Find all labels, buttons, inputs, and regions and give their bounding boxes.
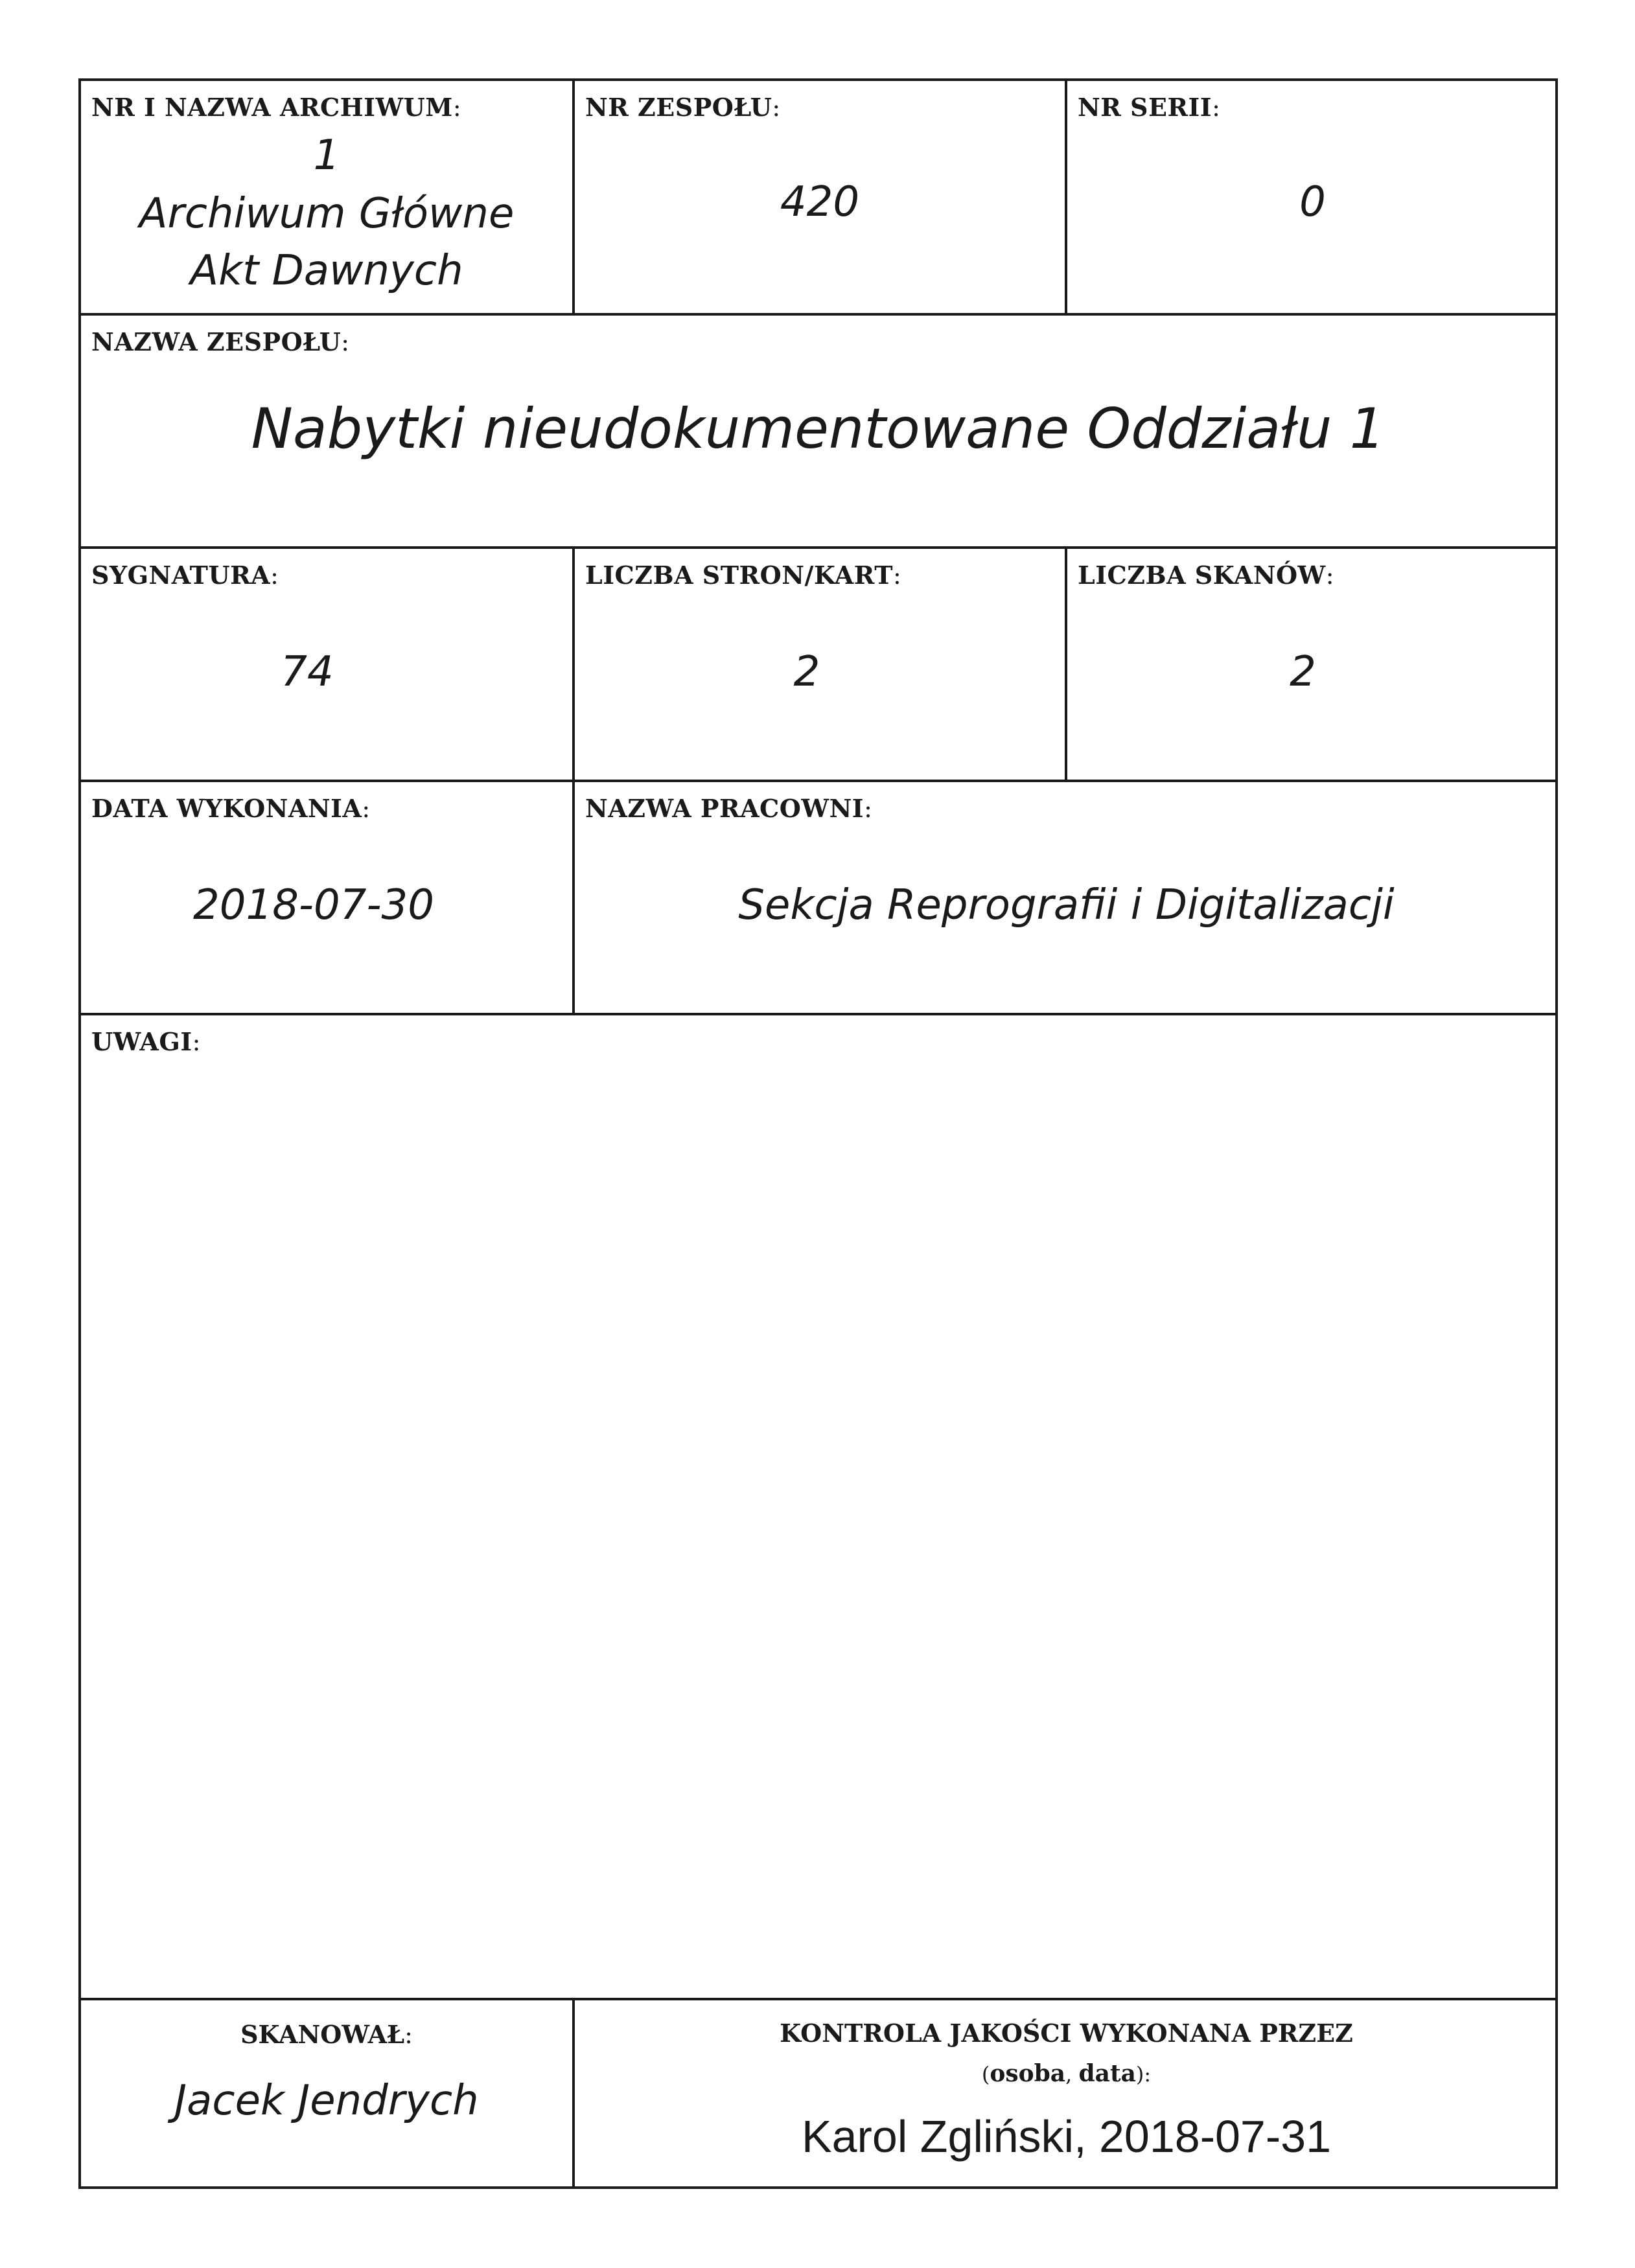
fonds-name-label: NAZWA ZESPOŁU:	[91, 327, 350, 356]
scanned-by-cell	[81, 2000, 572, 2186]
fonds-name-cell	[81, 316, 1555, 546]
workshop-cell	[575, 782, 1558, 1013]
fonds-name-value: Nabytki nieudokumentowane Oddziału 1	[251, 397, 1386, 461]
archive-number: 1	[313, 132, 340, 179]
fonds-number-value: 420	[780, 178, 860, 226]
series-number-label: NR SERII:	[1078, 93, 1221, 122]
series-number-value: 0	[1299, 178, 1326, 226]
page-count-cell	[575, 549, 1065, 780]
remarks-label: UWAGI:	[91, 1027, 201, 1056]
scan-count-label: LICZBA SKANÓW:	[1078, 561, 1335, 590]
page-count-value: 2	[793, 648, 820, 696]
quality-control-value: Karol Zgliński, 2018-07-31	[801, 2111, 1332, 2162]
archive-name-line1: Archiwum Główne	[139, 190, 515, 238]
signature-cell	[81, 549, 572, 780]
signature-label: SYGNATURA:	[91, 561, 279, 590]
date-made-label: DATA WYKONANIA:	[91, 794, 371, 823]
fonds-number-label: NR ZESPOŁU:	[585, 93, 781, 122]
workshop-value: Sekcja Reprografii i Digitalizacji	[738, 881, 1395, 929]
series-number-cell	[1067, 81, 1558, 313]
archive-label: NR I NAZWA ARCHIWUM:	[91, 93, 462, 122]
remarks-cell	[81, 1015, 1555, 1998]
scanned-by-value: Jacek Jendrych	[174, 2077, 479, 2125]
date-made-value: 2018-07-30	[193, 881, 434, 929]
scan-count-cell	[1067, 549, 1558, 780]
workshop-label: NAZWA PRACOWNI:	[585, 794, 873, 823]
quality-control-cell	[575, 2000, 1558, 2186]
quality-control-note: (osoba, data):	[981, 2060, 1152, 2087]
page-count-label: LICZBA STRON/KART:	[585, 561, 902, 590]
scan-count-value: 2	[1290, 648, 1316, 696]
fonds-number-cell	[575, 81, 1065, 313]
signature-value: 74	[281, 648, 334, 696]
archive-cell	[81, 81, 572, 313]
archive-name-line2: Akt Dawnych	[190, 247, 463, 295]
metadata-form	[78, 78, 1558, 2189]
quality-control-label: KONTROLA JAKOŚCI WYKONANA PRZEZ	[780, 2019, 1353, 2048]
scanned-by-label: SKANOWAŁ:	[240, 2020, 413, 2049]
date-made-cell	[81, 782, 572, 1013]
